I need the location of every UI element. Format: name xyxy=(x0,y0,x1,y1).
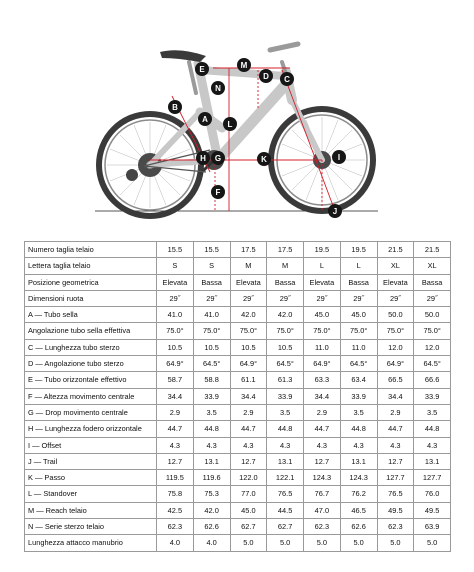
marker-g-icon xyxy=(211,151,225,165)
cell-value: L xyxy=(304,258,341,274)
table-row xyxy=(25,470,451,486)
svg-text:M: M xyxy=(240,61,248,70)
cell-value: 75.0° xyxy=(340,323,377,339)
marker-j-icon xyxy=(328,204,342,218)
cell-value: 29˝ xyxy=(230,290,267,306)
cell-value: 12.0 xyxy=(377,339,414,355)
geometry-table xyxy=(24,241,451,552)
cell-value: 5.0 xyxy=(377,535,414,551)
cell-value: 66.6 xyxy=(414,372,451,388)
cell-value: 49.5 xyxy=(414,502,451,518)
cell-value: 47.0 xyxy=(304,502,341,518)
row-label: G — Drop movimento centrale xyxy=(25,404,157,420)
cell-value: 44.5 xyxy=(267,502,304,518)
cell-value: 50.0 xyxy=(414,307,451,323)
marker-e-icon xyxy=(195,62,209,76)
cell-value: 10.5 xyxy=(157,339,194,355)
cell-value: 63.4 xyxy=(340,372,377,388)
table-row xyxy=(25,502,451,518)
cell-value: 4.3 xyxy=(340,437,377,453)
row-label: Lunghezza attacco manubrio xyxy=(25,535,157,551)
cell-value: 13.1 xyxy=(414,453,451,469)
row-label: Angolazione tubo sella effettiva xyxy=(25,323,157,339)
cell-value: 61.3 xyxy=(267,372,304,388)
table-row xyxy=(25,307,451,323)
cell-value: 10.5 xyxy=(193,339,230,355)
cell-value: 75.0° xyxy=(267,323,304,339)
cell-value: 64.9° xyxy=(304,356,341,372)
table-row xyxy=(25,356,451,372)
cell-value: 62.7 xyxy=(267,519,304,535)
cell-value: 4.3 xyxy=(157,437,194,453)
cell-value: 3.5 xyxy=(267,404,304,420)
marker-k-icon xyxy=(257,152,271,166)
cell-value: 33.9 xyxy=(267,388,304,404)
table-row xyxy=(25,453,451,469)
cell-value: 12.7 xyxy=(157,453,194,469)
cell-value: 29˝ xyxy=(377,290,414,306)
row-label: E — Tubo orizzontale effettivo xyxy=(25,372,157,388)
cell-value: 124.3 xyxy=(340,470,377,486)
cell-value: 76.0 xyxy=(414,486,451,502)
cell-value: 62.6 xyxy=(340,519,377,535)
cell-value: 29˝ xyxy=(304,290,341,306)
cell-value: 76.5 xyxy=(377,486,414,502)
cell-value: 44.7 xyxy=(230,421,267,437)
cell-value: 3.5 xyxy=(193,404,230,420)
cell-value: 63.3 xyxy=(304,372,341,388)
cell-value: 44.8 xyxy=(267,421,304,437)
cell-value: 62.6 xyxy=(193,519,230,535)
svg-text:G: G xyxy=(214,154,222,163)
cell-value: Elevata xyxy=(230,274,267,290)
marker-a-icon xyxy=(198,112,212,126)
marker-n-icon xyxy=(211,81,225,95)
svg-text:C: C xyxy=(284,75,290,84)
table-row xyxy=(25,437,451,453)
cell-value: 4.3 xyxy=(377,437,414,453)
cell-value: 44.8 xyxy=(340,421,377,437)
cell-value: 64.9° xyxy=(230,356,267,372)
cell-value: 45.0 xyxy=(230,502,267,518)
cell-value: 62.3 xyxy=(157,519,194,535)
cell-value: 45.0 xyxy=(340,307,377,323)
cell-value: 4.3 xyxy=(193,437,230,453)
cell-value: 13.1 xyxy=(193,453,230,469)
cell-value: 62.7 xyxy=(230,519,267,535)
cell-value: 4.0 xyxy=(193,535,230,551)
cell-value: M xyxy=(230,258,267,274)
cell-value: 29˝ xyxy=(267,290,304,306)
table-row xyxy=(25,274,451,290)
cell-value: 49.5 xyxy=(377,502,414,518)
cell-value: 75.0° xyxy=(193,323,230,339)
cell-value: 29˝ xyxy=(414,290,451,306)
svg-text:K: K xyxy=(261,155,267,164)
svg-text:J: J xyxy=(332,207,338,216)
cell-value: 124.3 xyxy=(304,470,341,486)
cell-value: 119.6 xyxy=(193,470,230,486)
svg-text:E: E xyxy=(199,65,205,74)
svg-text:B: B xyxy=(172,103,178,112)
cell-value: 44.8 xyxy=(193,421,230,437)
svg-text:I: I xyxy=(337,153,341,162)
cell-value: 21.5 xyxy=(414,242,451,258)
row-label: F — Altezza movimento centrale xyxy=(25,388,157,404)
row-label: Dimensioni ruota xyxy=(25,290,157,306)
cell-value: 44.7 xyxy=(377,421,414,437)
cell-value: 62.3 xyxy=(377,519,414,535)
cell-value: 2.9 xyxy=(157,404,194,420)
marker-c-icon xyxy=(280,72,294,86)
cell-value: 64.9° xyxy=(377,356,414,372)
cell-value: 46.5 xyxy=(340,502,377,518)
cell-value: 17.5 xyxy=(267,242,304,258)
table-header-row xyxy=(25,242,451,258)
table-row xyxy=(25,372,451,388)
cell-value: Bassa xyxy=(340,274,377,290)
cell-value: 15.5 xyxy=(157,242,194,258)
row-label: L — Standover xyxy=(25,486,157,502)
cell-value: 5.0 xyxy=(414,535,451,551)
cell-value: 42.0 xyxy=(193,502,230,518)
cell-value: 122.0 xyxy=(230,470,267,486)
cell-value: 62.3 xyxy=(304,519,341,535)
cell-value: 29˝ xyxy=(340,290,377,306)
cell-value: 13.1 xyxy=(267,453,304,469)
cell-value: 13.1 xyxy=(340,453,377,469)
cell-value: 34.4 xyxy=(230,388,267,404)
cell-value: 61.1 xyxy=(230,372,267,388)
table-row xyxy=(25,535,451,551)
cell-value: 75.0° xyxy=(304,323,341,339)
cell-value: 34.4 xyxy=(157,388,194,404)
bike-illustration xyxy=(0,0,474,232)
table-row xyxy=(25,258,451,274)
cell-value: 2.9 xyxy=(230,404,267,420)
cell-value: XL xyxy=(377,258,414,274)
cell-value: Elevata xyxy=(157,274,194,290)
marker-i-icon xyxy=(332,150,346,164)
cell-value: 5.0 xyxy=(304,535,341,551)
marker-d-icon xyxy=(259,69,273,83)
cell-value: 41.0 xyxy=(193,307,230,323)
table-row xyxy=(25,486,451,502)
cell-value: 4.3 xyxy=(267,437,304,453)
cell-value: 76.7 xyxy=(304,486,341,502)
cell-value: 75.8 xyxy=(157,486,194,502)
cell-value: 122.1 xyxy=(267,470,304,486)
cell-value: 11.0 xyxy=(304,339,341,355)
cell-value: 29˝ xyxy=(193,290,230,306)
cell-value: Bassa xyxy=(414,274,451,290)
cell-value: Elevata xyxy=(304,274,341,290)
cell-value: 45.0 xyxy=(304,307,341,323)
cell-value: 75.0° xyxy=(230,323,267,339)
cell-value: 29˝ xyxy=(157,290,194,306)
cell-value: 4.0 xyxy=(157,535,194,551)
cell-value: 63.9 xyxy=(414,519,451,535)
cell-value: M xyxy=(267,258,304,274)
cell-value: 42.5 xyxy=(157,502,194,518)
table-row xyxy=(25,323,451,339)
cell-value: 58.8 xyxy=(193,372,230,388)
row-label: C — Lunghezza tubo sterzo xyxy=(25,339,157,355)
cell-value: 42.0 xyxy=(230,307,267,323)
cell-value: 33.9 xyxy=(193,388,230,404)
row-label: J — Trail xyxy=(25,453,157,469)
cell-value: 75.0° xyxy=(157,323,194,339)
cell-value: S xyxy=(157,258,194,274)
cell-value: 50.0 xyxy=(377,307,414,323)
cell-value: 58.7 xyxy=(157,372,194,388)
marker-l-icon xyxy=(223,117,237,131)
cell-value: 76.2 xyxy=(340,486,377,502)
cell-value: 33.9 xyxy=(414,388,451,404)
cell-value: 5.0 xyxy=(230,535,267,551)
cell-value: 75.0° xyxy=(377,323,414,339)
svg-text:A: A xyxy=(202,115,208,124)
cell-value: 4.3 xyxy=(230,437,267,453)
marker-h-icon xyxy=(196,151,210,165)
row-label: M — Reach telaio xyxy=(25,502,157,518)
row-label: I — Offset xyxy=(25,437,157,453)
cell-value: 12.7 xyxy=(304,453,341,469)
marker-f-icon xyxy=(211,185,225,199)
cell-value: 64.5° xyxy=(193,356,230,372)
cell-value: 5.0 xyxy=(340,535,377,551)
svg-text:D: D xyxy=(263,72,269,81)
cell-value: 34.4 xyxy=(304,388,341,404)
cell-value: Elevata xyxy=(377,274,414,290)
cell-value: 11.0 xyxy=(340,339,377,355)
table-row xyxy=(25,388,451,404)
cell-value: 12.7 xyxy=(377,453,414,469)
cell-value: 10.5 xyxy=(230,339,267,355)
row-label: A — Tubo sella xyxy=(25,307,157,323)
marker-b-icon xyxy=(168,100,182,114)
cell-value: 3.5 xyxy=(340,404,377,420)
svg-text:F: F xyxy=(215,188,221,197)
table-row xyxy=(25,421,451,437)
cell-value: 127.7 xyxy=(414,470,451,486)
row-label: N — Serie sterzo telaio xyxy=(25,519,157,535)
marker-m-icon xyxy=(237,58,251,72)
cell-value: 76.5 xyxy=(267,486,304,502)
cell-value: 2.9 xyxy=(304,404,341,420)
cell-value: 5.0 xyxy=(267,535,304,551)
table-row xyxy=(25,339,451,355)
cell-value: 12.0 xyxy=(414,339,451,355)
cell-value: 10.5 xyxy=(267,339,304,355)
table-row xyxy=(25,290,451,306)
row-label: Lettera taglia telaio xyxy=(25,258,157,274)
cell-value: 3.5 xyxy=(414,404,451,420)
cell-value: Bassa xyxy=(267,274,304,290)
cell-value: 75.3 xyxy=(193,486,230,502)
row-label: K — Passo xyxy=(25,470,157,486)
cell-value: 2.9 xyxy=(377,404,414,420)
cell-value: 33.9 xyxy=(340,388,377,404)
table-row xyxy=(25,404,451,420)
cell-value: 127.7 xyxy=(377,470,414,486)
row-label: Numero taglia telaio xyxy=(25,242,157,258)
cell-value: 44.7 xyxy=(304,421,341,437)
cell-value: 4.3 xyxy=(304,437,341,453)
cell-value: XL xyxy=(414,258,451,274)
cell-value: 66.5 xyxy=(377,372,414,388)
cell-value: 44.7 xyxy=(157,421,194,437)
table-row xyxy=(25,519,451,535)
cell-value: 64.5° xyxy=(267,356,304,372)
cell-value: S xyxy=(193,258,230,274)
cell-value: 21.5 xyxy=(377,242,414,258)
row-label: Posizione geometrica xyxy=(25,274,157,290)
cell-value: 34.4 xyxy=(377,388,414,404)
row-label: D — Angolazione tubo sterzo xyxy=(25,356,157,372)
cell-value: 75.0° xyxy=(414,323,451,339)
cell-value: 17.5 xyxy=(230,242,267,258)
cell-value: 42.0 xyxy=(267,307,304,323)
cell-value: 19.5 xyxy=(304,242,341,258)
cell-value: 4.3 xyxy=(414,437,451,453)
cell-value: 64.5° xyxy=(414,356,451,372)
cell-value: 44.8 xyxy=(414,421,451,437)
cell-value: 64.9° xyxy=(157,356,194,372)
row-label: H — Lunghezza fodero orizzontale xyxy=(25,421,157,437)
cell-value: Bassa xyxy=(193,274,230,290)
cell-value: 15.5 xyxy=(193,242,230,258)
cell-value: 12.7 xyxy=(230,453,267,469)
cell-value: L xyxy=(340,258,377,274)
bike-geometry-diagram xyxy=(0,0,474,232)
svg-text:H: H xyxy=(200,154,206,163)
svg-text:N: N xyxy=(215,84,221,93)
svg-text:L: L xyxy=(227,120,233,129)
cell-value: 64.5° xyxy=(340,356,377,372)
cell-value: 19.5 xyxy=(340,242,377,258)
cell-value: 77.0 xyxy=(230,486,267,502)
cell-value: 119.5 xyxy=(157,470,194,486)
cell-value: 41.0 xyxy=(157,307,194,323)
